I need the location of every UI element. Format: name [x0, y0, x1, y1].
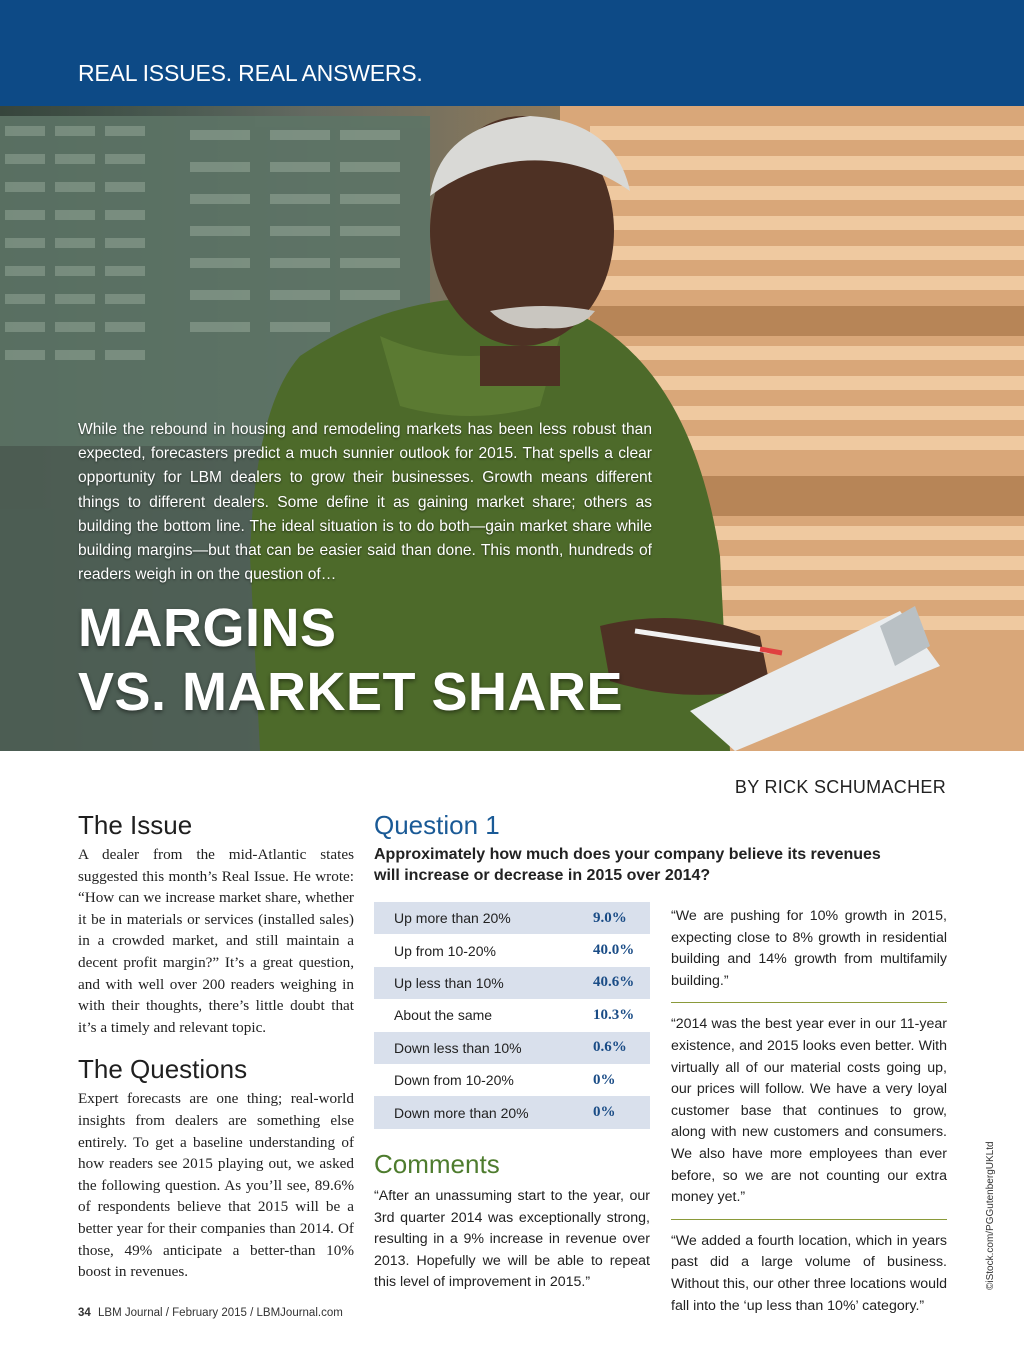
byline: BY RICK SCHUMACHER	[734, 777, 946, 797]
comment-quote: “2014 was the best year ever in our 11-year existence, and 2015 looks even better. With virtually all of our material costs going up, our prices will follow. We have a very loyal customer base that continues to grow, along with new customers and consumers. We also have more employees than ever before, so we are not counting our extra money yet.”	[671, 1016, 947, 1206]
photo-credit: ©iStock.com/PGGutenbergUKLtd	[985, 1141, 996, 1290]
headline-line-2: VS. MARKET SHARE	[78, 662, 624, 722]
article-dek: While the rebound in housing and remodeling markets has been less robust than expected, forecasters predict a much sunnier outlook for 2015. That spells a clear opportunity for LBM dealers to grow their businesses. Growth means different things to different dealers. Some define it as gaining market share; others as building the bottom line. The ideal situation is to do both—gain market share while building margins—but that can be easier said than done. This month, hundreds of readers weigh in on the question of…	[78, 421, 652, 584]
result-value: 0%	[593, 1104, 616, 1121]
comment-quote: “After an unassuming start to the year, our 3rd quarter 2014 was exceptionally strong, resulting in a 9% increase in revenue over 2013. Hopefully we will be able to repeat this level of improvement in 2015.”	[374, 1188, 650, 1291]
quote-divider	[671, 1219, 947, 1220]
comments-heading: Comments	[374, 1149, 500, 1179]
article-headline	[78, 596, 623, 724]
quote-divider	[671, 1002, 947, 1003]
question-1-title: Question 1	[374, 810, 500, 840]
section-kicker: REAL ISSUES. REAL ANSWERS.	[78, 60, 423, 86]
result-label: Up more than 20%	[394, 910, 511, 927]
result-value: 0%	[593, 1071, 616, 1088]
result-row	[374, 999, 650, 1031]
left-column	[78, 810, 354, 1283]
right-column-quotes	[671, 906, 947, 1317]
result-row	[374, 934, 650, 966]
result-label: Down more than 20%	[394, 1104, 529, 1121]
issue-heading: The Issue	[78, 810, 193, 840]
result-value: 9.0%	[593, 909, 627, 926]
questions-body: Expert forecasts are one thing; real-world insights from dealers are something else entirely. To get a baseline understanding of how readers see 2015 playing out, we asked the following question. As you’ll see, 89.6% of respondents believe that 2015 will be a better year for their companies than 2014. Of those, 49% anticipate a better-than 10% boost in revenues.	[78, 1090, 354, 1281]
headline-line-1: MARGINS	[78, 598, 337, 658]
result-row	[374, 1064, 650, 1096]
result-row	[374, 1096, 650, 1128]
page-number: 34	[78, 1307, 91, 1319]
page-footer	[78, 1307, 343, 1319]
hero-photo	[0, 106, 1024, 751]
result-value: 10.3%	[593, 1006, 635, 1023]
results-table	[374, 902, 650, 1129]
comment-quote: “We added a fourth location, which in years past did a large volume of business. Without this, our other three locations would fall into the ‘up less than 10%’ category.”	[671, 1232, 948, 1314]
questions-heading: The Questions	[78, 1054, 248, 1085]
result-value: 40.0%	[593, 942, 635, 959]
footer-text: LBM Journal / February 2015 / LBMJournal.com	[98, 1307, 343, 1319]
result-value: 0.6%	[593, 1039, 627, 1056]
result-label: Down less than 10%	[394, 1039, 522, 1056]
question-1-text: Approximately how much does your company believe its revenues will increase or decrease in 2015 over 2014?	[374, 846, 881, 884]
result-row	[374, 1032, 650, 1064]
result-label: Down from 10-20%	[394, 1072, 514, 1089]
issue-body: A dealer from the mid-Atlantic states suggested this month’s Real Issue. He wrote: “How can we increase market share, whether it be in materials or services (installed sales) in a crowded market, and still maintain a decent profit margin?” It’s a great question, and with well over 200 readers weighing in with their thoughts, there’s little doubt that it’s a timely and relevant topic.	[78, 846, 354, 1036]
result-row	[374, 967, 650, 999]
result-label: Up from 10-20%	[394, 942, 496, 959]
result-row	[374, 902, 650, 934]
section-header-band	[0, 0, 1024, 106]
result-label: Up less than 10%	[394, 974, 504, 991]
question-1-block	[374, 810, 954, 886]
comment-quote: “We are pushing for 10% growth in 2015, expecting close to 8% growth in residential building and 14% growth from multifamily building.”	[671, 908, 947, 989]
result-value: 40.6%	[593, 974, 635, 991]
result-label: About the same	[394, 1007, 493, 1024]
